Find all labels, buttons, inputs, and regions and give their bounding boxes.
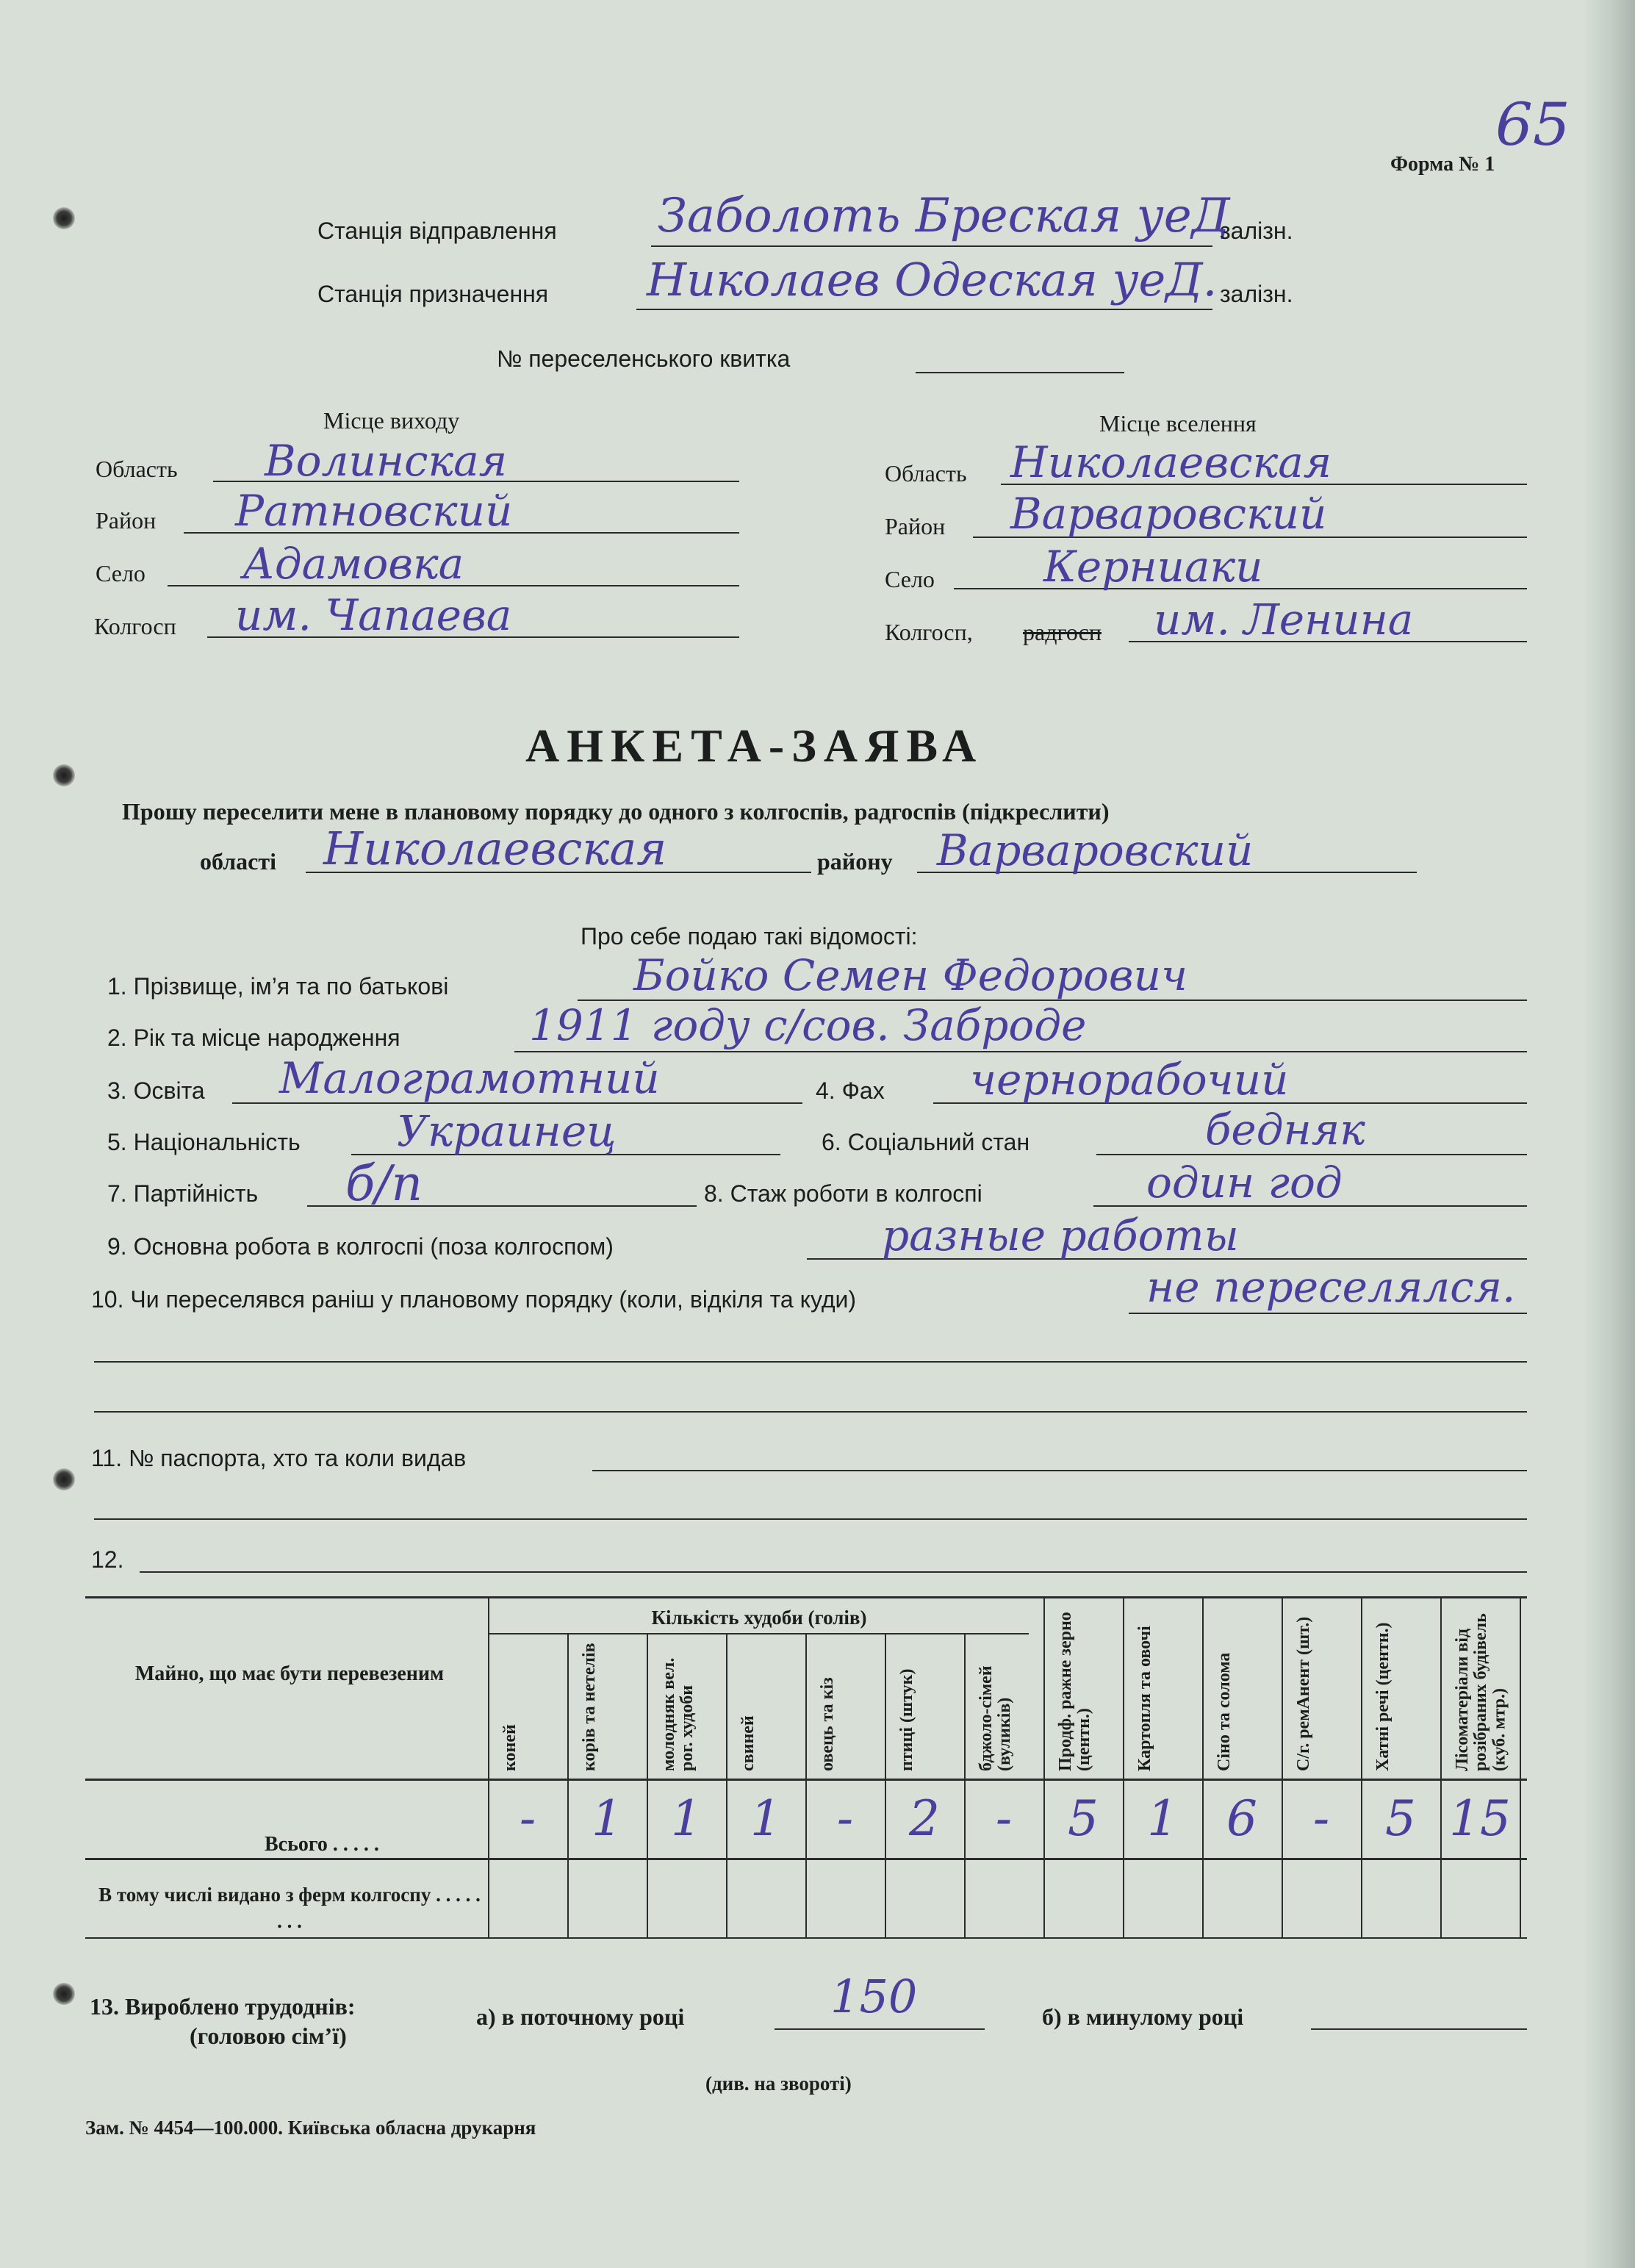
binder-hole <box>53 1468 75 1490</box>
destination-kolkhoz-label: Колгосп, <box>885 619 973 645</box>
field-6-value: бедняк <box>1205 1105 1365 1155</box>
table-column-header: С/г. ремАнент (шт.) <box>1294 1616 1313 1771</box>
field-3-label: 3. Освіта <box>107 1077 205 1104</box>
property-header: Майно, що має бути перевезеним <box>134 1662 445 1685</box>
table-column-line <box>885 1633 886 1937</box>
field-11-line-2 <box>94 1518 1527 1520</box>
destination-district-value: Варваровский <box>1010 489 1327 539</box>
table-total-value: - <box>519 1790 536 1847</box>
origin-kolkhoz-label: Колгосп <box>94 613 176 639</box>
table-column-line <box>1520 1596 1521 1937</box>
station-arrival-label: Станція призначення <box>317 281 549 307</box>
field-12-line <box>140 1571 1527 1573</box>
station-departure-line <box>651 245 1212 247</box>
field-3-value: Малограмотний <box>279 1053 660 1103</box>
field-10-value: не переселялся. <box>1146 1262 1516 1312</box>
table-bottom-border <box>85 1937 1527 1939</box>
table-total-value: - <box>836 1790 854 1847</box>
field-10-line-3 <box>94 1411 1527 1413</box>
table-column-header: бджоло-сімей (вуликів) <box>977 1665 1015 1771</box>
railway-suffix-1: залізн. <box>1220 218 1293 244</box>
field-1-label: 1. Прізвище, ім’я та по батькові <box>107 973 449 1000</box>
form-title: АНКЕТА-ЗАЯВА <box>525 719 984 772</box>
field-10-label: 10. Чи переселявся раніш у плановому порядку (коли, відкіля та куди) <box>91 1286 857 1313</box>
table-total-value: 1 <box>671 1790 702 1847</box>
workdays-previous-label: б) в минулому році <box>1042 2003 1244 2030</box>
field-4-label: 4. Фах <box>816 1077 885 1104</box>
request-raion-label: району <box>817 848 893 875</box>
field-2-label: 2. Рік та місце народження <box>107 1024 400 1051</box>
station-arrival-value: Николаев Одеская уеД. <box>647 253 1218 306</box>
table-total-value: 1 <box>1147 1790 1178 1847</box>
request-text: Прошу переселити мене в плановому порядку до одного з колгоспів, радгоспів (підкреслити) <box>122 798 1110 825</box>
field-6-label: 6. Соціальний стан <box>822 1129 1030 1155</box>
table-column-line <box>488 1596 489 1937</box>
origin-district-value: Ратновский <box>235 486 513 536</box>
table-column-line <box>726 1633 727 1937</box>
table-total-value: - <box>995 1790 1013 1847</box>
destination-region-label: Область <box>885 460 967 487</box>
binder-hole <box>53 764 75 786</box>
table-column-header: Сіно та солома <box>1215 1652 1234 1771</box>
field-9-label: 9. Основна робота в колгоспі (поза колгоспом) <box>107 1233 614 1260</box>
field-1-value: Бойко Семен Федорович <box>633 950 1188 1000</box>
livestock-header-underline <box>489 1633 1029 1634</box>
field-11-line <box>592 1470 1527 1471</box>
livestock-header: Кількість худоби (голів) <box>651 1607 867 1629</box>
field-7-label: 7. Партійність <box>107 1180 259 1207</box>
table-total-value: 15 <box>1449 1790 1511 1847</box>
field-11-label: 11. № паспорта, хто та коли видав <box>91 1445 467 1471</box>
origin-region-value: Волинская <box>265 436 508 486</box>
request-oblast-value: Николаевская <box>323 822 667 875</box>
origin-region-label: Область <box>96 456 178 482</box>
table-total-value: - <box>1312 1790 1330 1847</box>
table-column-line <box>1123 1596 1124 1937</box>
table-total-value: 1 <box>592 1790 622 1847</box>
table-column-header: коней <box>500 1724 520 1771</box>
field-5-label: 5. Національність <box>107 1129 301 1155</box>
sheet-edge <box>1584 0 1635 2268</box>
table-column-line <box>1282 1596 1283 1937</box>
table-total-value: 6 <box>1226 1790 1257 1847</box>
origin-village-value: Адамовка <box>242 539 464 589</box>
railway-suffix-2: залізн. <box>1220 281 1293 307</box>
table-total-value: 5 <box>1068 1790 1099 1847</box>
station-arrival-line <box>636 309 1212 310</box>
ticket-label: № переселенського квитка <box>497 345 791 372</box>
form-number-label: Форма № 1 <box>1390 153 1495 176</box>
workdays-current-label: а) в поточному році <box>476 2003 685 2030</box>
table-column-header: корів та нетелів <box>580 1643 599 1771</box>
workdays-current-value: 150 <box>830 1970 918 2023</box>
field-12-label: 12. <box>91 1546 124 1573</box>
table-column-line <box>1361 1596 1362 1937</box>
table-column-header: Картопля та овочі <box>1135 1626 1154 1771</box>
table-total-value: 1 <box>750 1790 781 1847</box>
origin-village-label: Село <box>96 560 145 586</box>
about-heading: Про себе подаю такі відомості: <box>581 923 918 950</box>
origin-heading: Місце виходу <box>323 407 460 434</box>
origin-district-label: Район <box>96 507 157 534</box>
destination-village-value: Керниаки <box>1043 542 1263 592</box>
table-column-header: птиці (штук) <box>897 1668 916 1771</box>
total-label: Всього . . . . . <box>265 1833 379 1856</box>
table-column-header: молодняк вел. рог. худоби <box>659 1657 697 1771</box>
field-10-line <box>1129 1313 1527 1314</box>
destination-village-label: Село <box>885 566 935 592</box>
table-column-header: Продф. ражне зерно (центн.) <box>1056 1612 1094 1771</box>
field-5-value: Украинец <box>397 1106 617 1156</box>
workdays-previous-line <box>1311 2028 1527 2030</box>
table-column-header: свиней <box>739 1715 758 1771</box>
destination-kolkhoz-struck: радгосп <box>1023 619 1102 645</box>
station-departure-value: Заболоть Бреская уеД <box>658 189 1230 243</box>
field-10-line-2 <box>94 1361 1527 1363</box>
table-column-line <box>1043 1596 1045 1937</box>
field-8-value: один год <box>1146 1158 1343 1207</box>
table-column-header: овець та кіз <box>818 1677 837 1771</box>
binder-hole <box>53 207 75 229</box>
table-column-line <box>964 1633 966 1937</box>
farm-label: В тому числі видано з ферм колгоспу . . . . . . . . <box>98 1884 481 1932</box>
field-2-line <box>514 1051 1527 1052</box>
field-7-value: б/п <box>345 1155 423 1212</box>
table-column-line <box>1202 1596 1204 1937</box>
origin-kolkhoz-value: им. Чапаева <box>235 590 512 640</box>
station-departure-label: Станція відправлення <box>317 218 557 244</box>
see-reverse-note: (див. на звороті) <box>705 2073 852 2095</box>
field-4-value: чернорабочий <box>970 1055 1289 1105</box>
table-column-line <box>805 1633 807 1937</box>
table-top-border <box>85 1596 1527 1598</box>
request-oblast-label: області <box>200 848 276 875</box>
field-9-value: разные работы <box>882 1210 1239 1260</box>
table-column-header: Лісоматеріали від розібраних будівель (куб. мтр.) <box>1453 1613 1509 1771</box>
table-column-header: Хатні речі (центн.) <box>1373 1622 1393 1771</box>
binder-hole <box>53 1983 75 2005</box>
table-total-value: 5 <box>1385 1790 1416 1847</box>
table-column-line <box>567 1633 569 1937</box>
destination-region-value: Николаевская <box>1010 437 1332 487</box>
destination-heading: Місце вселення <box>1099 410 1257 437</box>
corner-archive-number: 65 <box>1495 90 1570 159</box>
field-2-value: 1911 году с/сов. Заброде <box>529 1000 1087 1050</box>
request-raion-value: Варваровский <box>937 825 1254 875</box>
field-8-label: 8. Стаж роботи в колгоспі <box>704 1180 982 1207</box>
destination-district-label: Район <box>885 513 946 539</box>
table-column-line <box>1440 1596 1442 1937</box>
print-info: Зам. № 4454—100.000. Київська обласна друкарня <box>85 2117 536 2139</box>
ticket-line <box>916 372 1124 373</box>
destination-kolkhoz-value: им. Ленина <box>1154 595 1414 645</box>
workdays-family-note: (головою сім’ї) <box>190 2023 347 2049</box>
table-column-line <box>647 1633 648 1937</box>
workdays-label: 13. Вироблено трудоднів: <box>90 1993 356 2020</box>
table-total-value: 2 <box>909 1790 940 1847</box>
workdays-current-line <box>775 2028 985 2030</box>
